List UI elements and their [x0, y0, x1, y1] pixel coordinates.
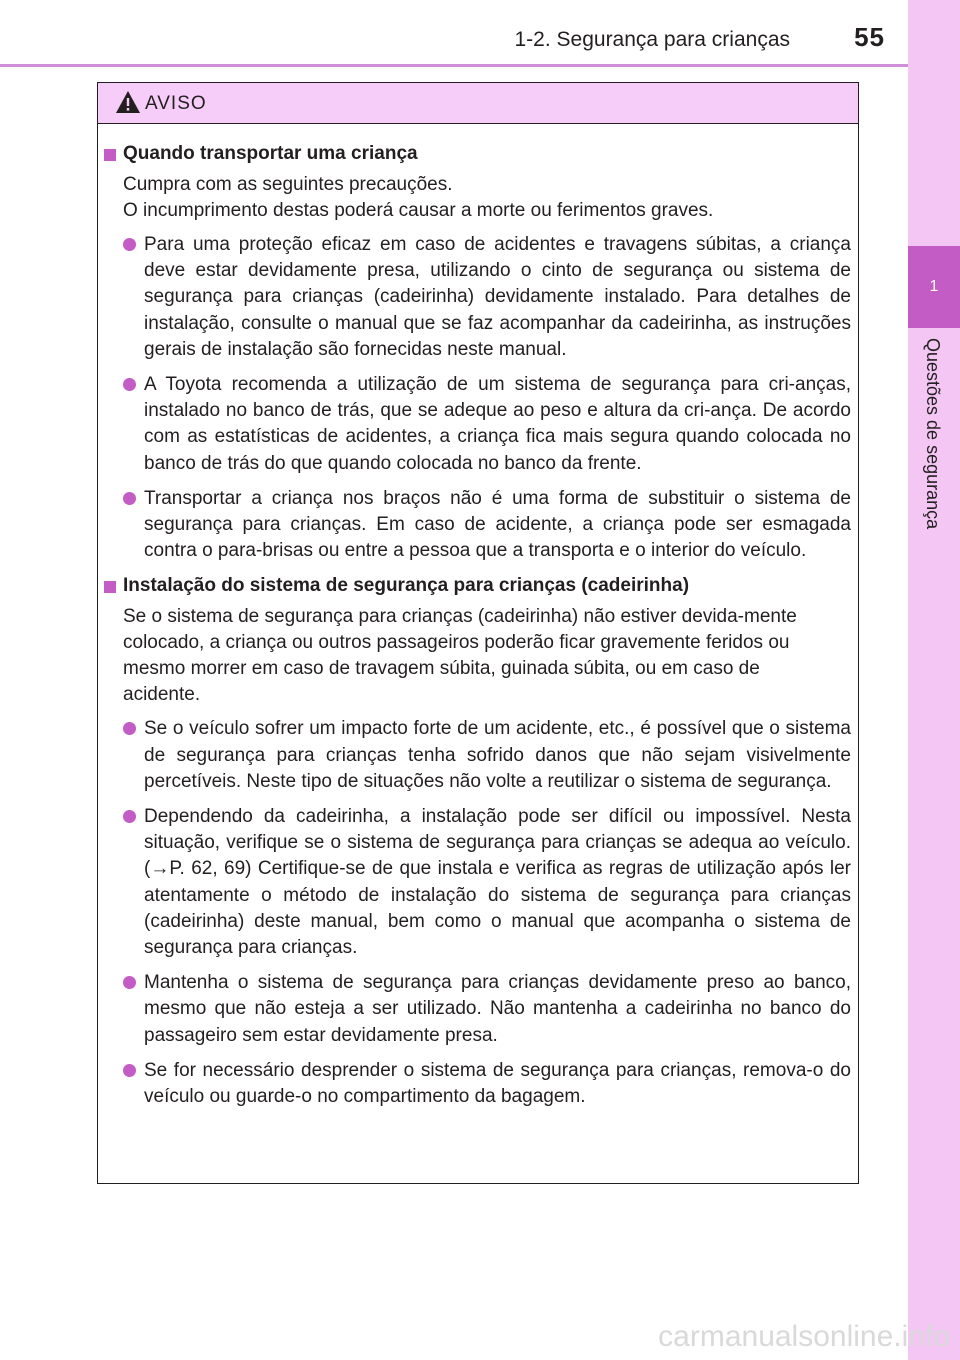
section-intro	[98, 604, 858, 708]
circle-bullet-icon	[123, 976, 136, 989]
warning-header	[98, 83, 858, 124]
circle-bullet-icon	[123, 238, 136, 251]
warning-label: AVISO	[145, 93, 207, 114]
bullet-item	[98, 232, 858, 363]
circle-bullet-icon	[123, 492, 136, 505]
warning-box	[97, 82, 859, 1184]
section-heading	[98, 573, 858, 599]
bullet-item	[98, 486, 858, 565]
bullet-text: Dependendo da cadeirinha, a instalação pode ser difícil ou impossível. Nesta situação, verifique se o sistema de segurança para crianças se adequa ao veículo. (→P. 62, 69) Certifique-se de que instala e verifica as regras de utilização após ler atentamente o método de instalação do sistema de segurança para crianças (cadeirinha) deste manual, bem como o manual que acompanha o sistema de segurança para crianças.	[144, 806, 851, 959]
square-bullet-icon	[104, 149, 116, 161]
circle-bullet-icon	[123, 1064, 136, 1077]
watermark: carmanualsonline.info	[658, 1320, 950, 1353]
circle-bullet-icon	[123, 722, 136, 735]
bullet-text: Para uma proteção eficaz em caso de acidentes e travagens súbitas, a criança deve estar devidamente presa, utilizando o cinto de segurança ou sistema de segurança para crianças (cadeirinha) devidamente instalado. Para detalhes de instalação, consulte o manual que se faz acompanhar da cadeirinha, as instruções gerais de instalação são fornecidas neste manual.	[144, 234, 851, 360]
section-title: 1-2. Segurança para crianças	[514, 28, 790, 51]
bullet-text: A Toyota recomenda a utilização de um sistema de segurança para cri-anças, instalado no banco de trás, que se adeque ao peso e altura da cri-ança. De acordo com as estatísticas de acidentes, a criança fica mais segura quando colocada no banco de trás do que quando colocada no banco da frente.	[144, 374, 851, 474]
bullet-item	[98, 372, 858, 477]
circle-bullet-icon	[123, 810, 136, 823]
chapter-side-strip	[908, 0, 960, 1360]
bullet-item	[98, 1058, 858, 1110]
bullet-text: Transportar a criança nos braços não é uma forma de substituir o sistema de segurança para crianças. Em caso de acidente, a criança pode ser esmagada contra o para-brisas ou entre a pessoa que a transporta e o interior do veículo.	[144, 487, 851, 562]
bullet-item	[98, 970, 858, 1049]
bullet-item	[98, 804, 858, 961]
warning-content	[98, 141, 858, 1119]
bullet-text: Se o veículo sofrer um impacto forte de um acidente, etc., é possível que o sistema de segurança para crianças tenha sofrido danos que não sejam visivelmente percetíveis. Neste tipo de situações não volte a reutilizar o sistema de segurança.	[144, 718, 851, 792]
intro-line: Se o sistema de segurança para crianças (cadeirinha) não estiver devida-mente colocado, a criança ou outros passageiros poderão ficar gravemente feridos ou mesmo morrer em caso de travagem súbita, guinada súbita, ou em caso de acidente.	[123, 606, 797, 706]
chapter-tab[interactable]: 1	[908, 246, 960, 328]
section-heading	[98, 141, 858, 167]
page-number: 55	[854, 22, 885, 52]
chapter-title: Questões de segurança	[923, 338, 943, 530]
circle-bullet-icon	[123, 378, 136, 391]
bullet-item	[98, 716, 858, 795]
section-heading-text: Quando transportar uma criança	[123, 143, 418, 164]
bullet-text: Se for necessário desprender o sistema de segurança para crianças, remova-o do veículo ou guarde-o no compartimento da bagagem.	[144, 1059, 851, 1108]
header-divider	[0, 64, 908, 67]
warning-triangle-icon	[115, 90, 141, 114]
intro-line: Cumpra com as seguintes precauções.	[123, 174, 453, 195]
square-bullet-icon	[104, 581, 116, 593]
bullet-text: Mantenha o sistema de segurança para crianças devidamente preso ao banco, mesmo que não esteja a ser utilizado. Não mantenha a cadeirinha no banco do passageiro sem estar devidamente presa.	[144, 972, 851, 1046]
section-heading-text: Instalação do sistema de segurança para crianças (cadeirinha)	[123, 575, 690, 597]
intro-line: O incumprimento destas poderá causar a morte ou ferimentos graves.	[123, 200, 714, 221]
section-intro	[98, 172, 858, 224]
